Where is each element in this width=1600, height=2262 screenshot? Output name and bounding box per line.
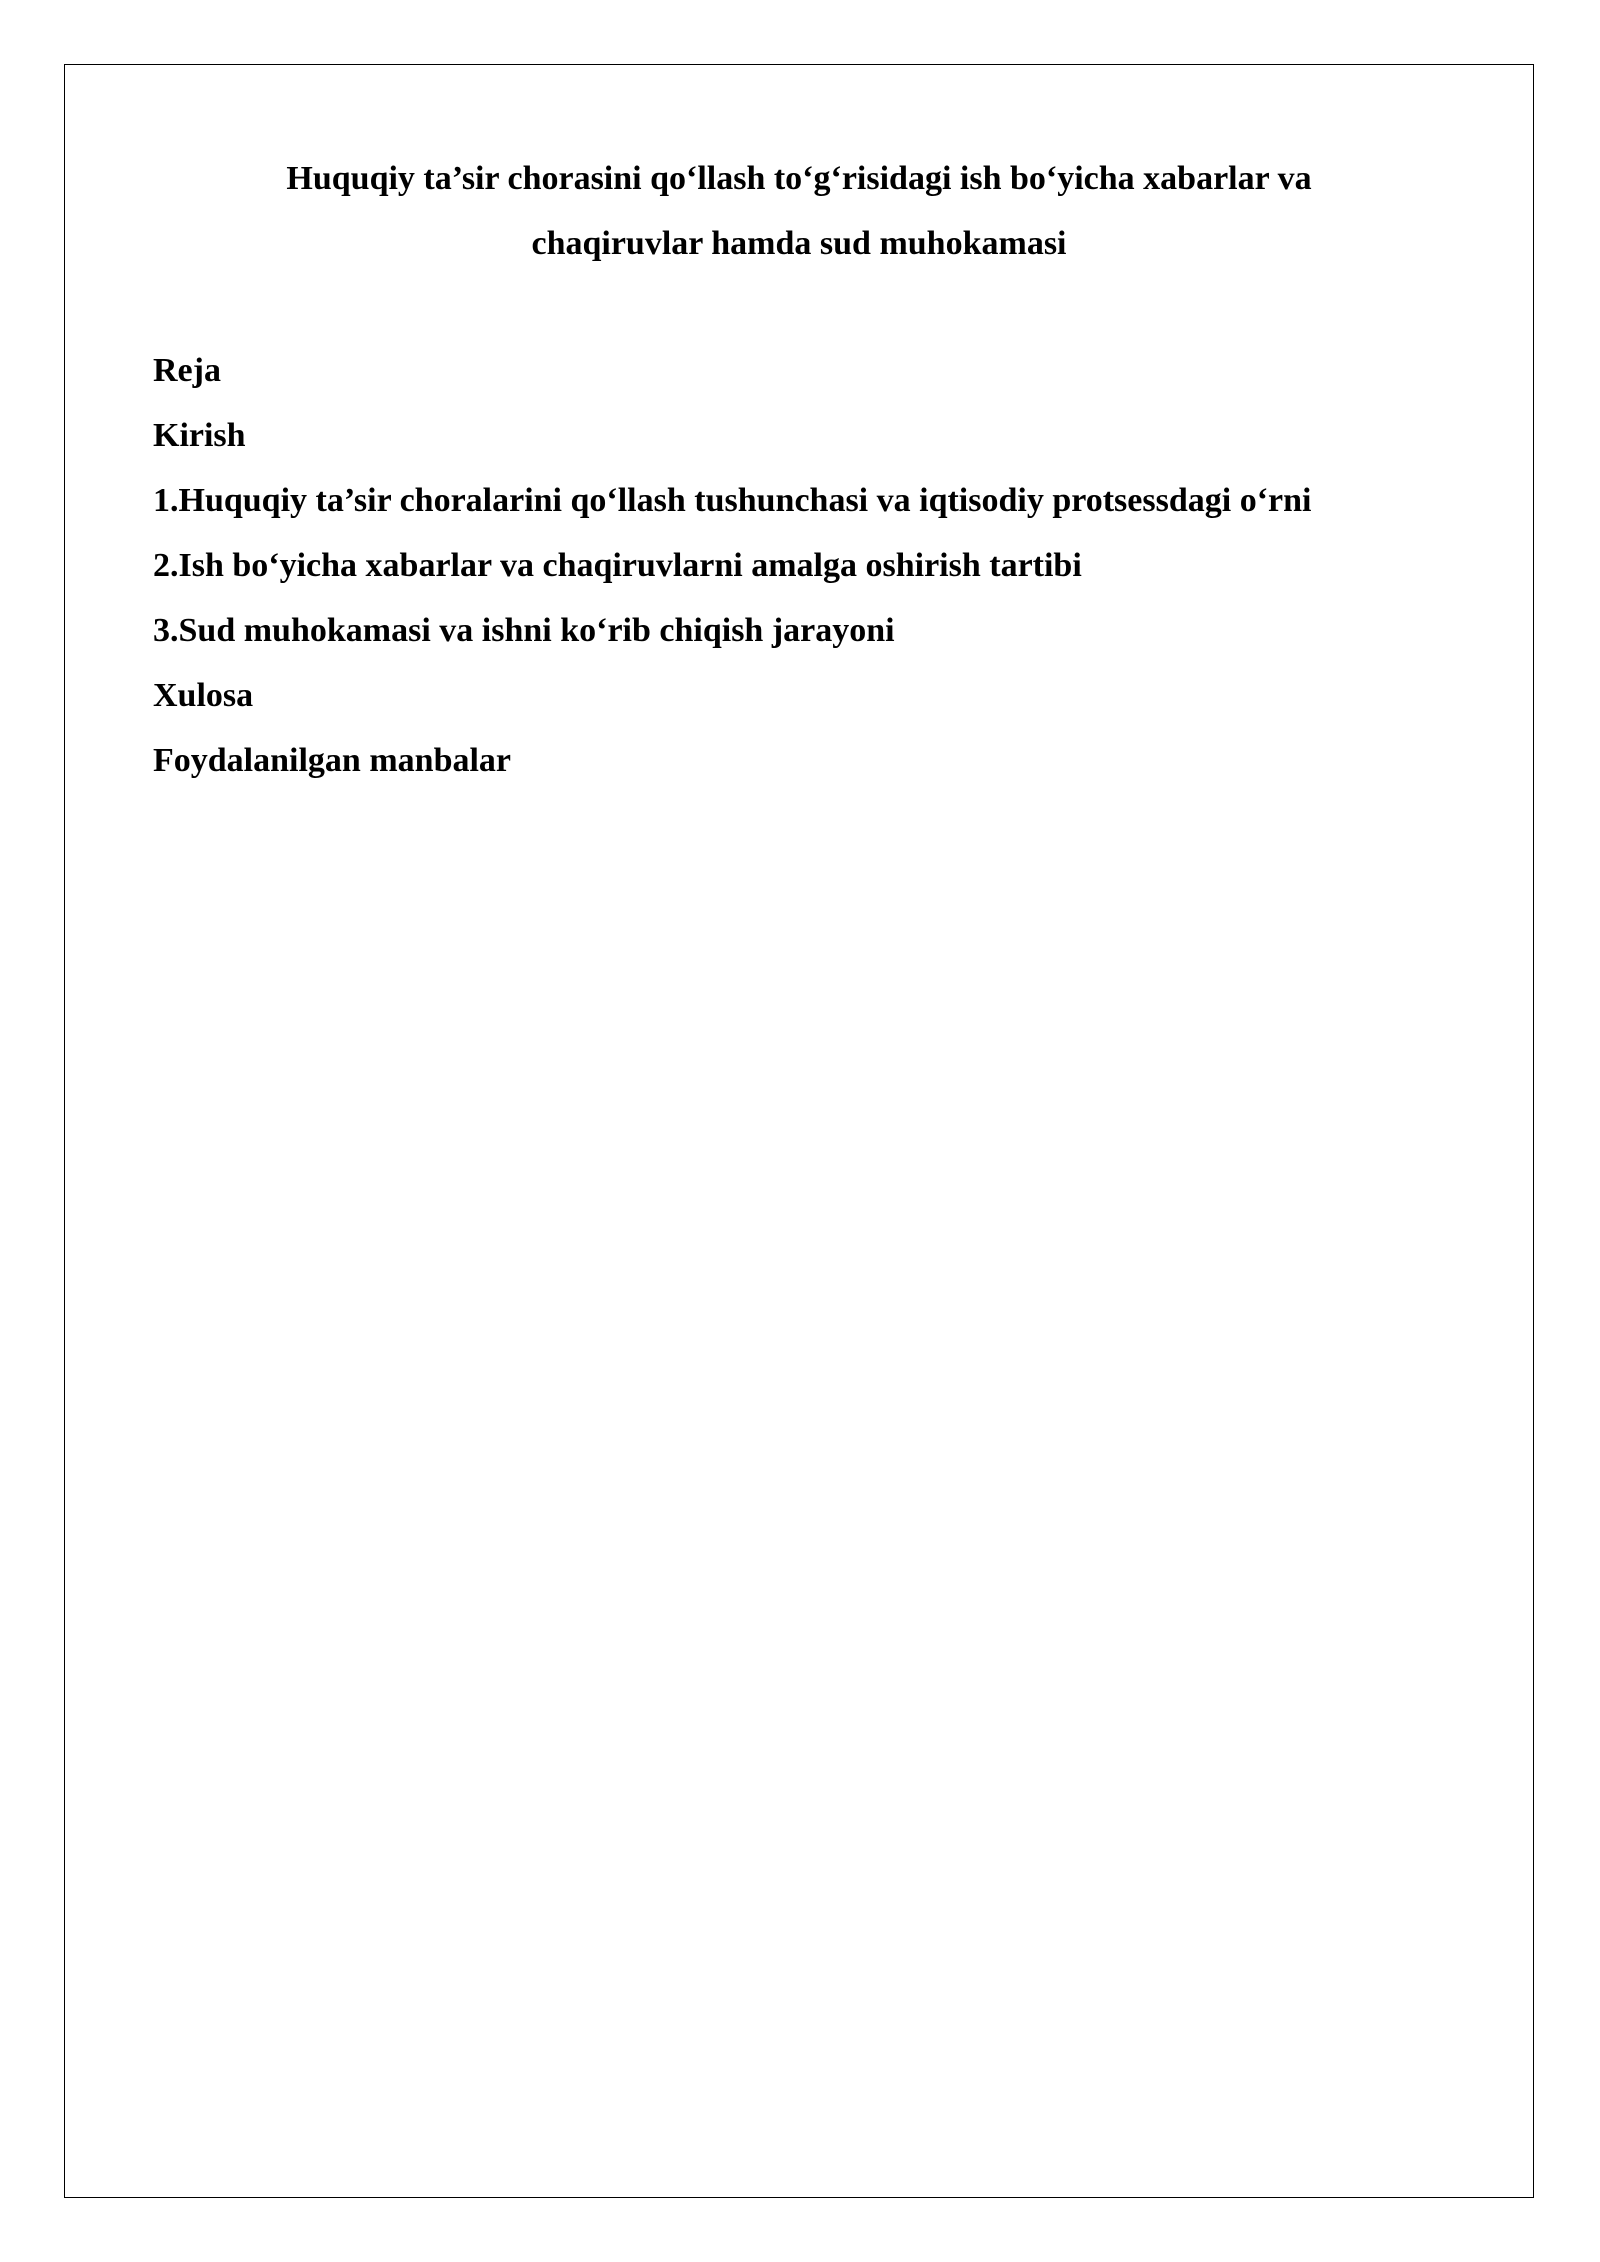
plan-heading: Reja [153,352,221,389]
title-line-2: chaqiruvlar hamda sud muhokamasi [531,225,1067,262]
plan-item-conclusion: Xulosa [153,677,254,714]
plan-section [153,338,1523,793]
document-title [64,146,1534,276]
plan-item-references: Foydalanilgan manbalar [153,742,512,779]
plan-item-2: 2.Ish bo‘yicha xabarlar va chaqiruvlarni amalga oshirish tartibi [153,547,1082,584]
title-line-1: Huquqiy ta’sir chorasini qo‘llash to‘g‘risidagi ish bo‘yicha xabarlar va [286,160,1312,197]
plan-item-3: 3.Sud muhokamasi va ishni ko‘rib chiqish jarayoni [153,612,895,649]
plan-item-1: 1.Huquqiy ta’sir choralarini qo‘llash tushunchasi va iqtisodiy protsessdagi o‘rni [153,482,1312,519]
plan-item-introduction: Kirish [153,417,246,454]
